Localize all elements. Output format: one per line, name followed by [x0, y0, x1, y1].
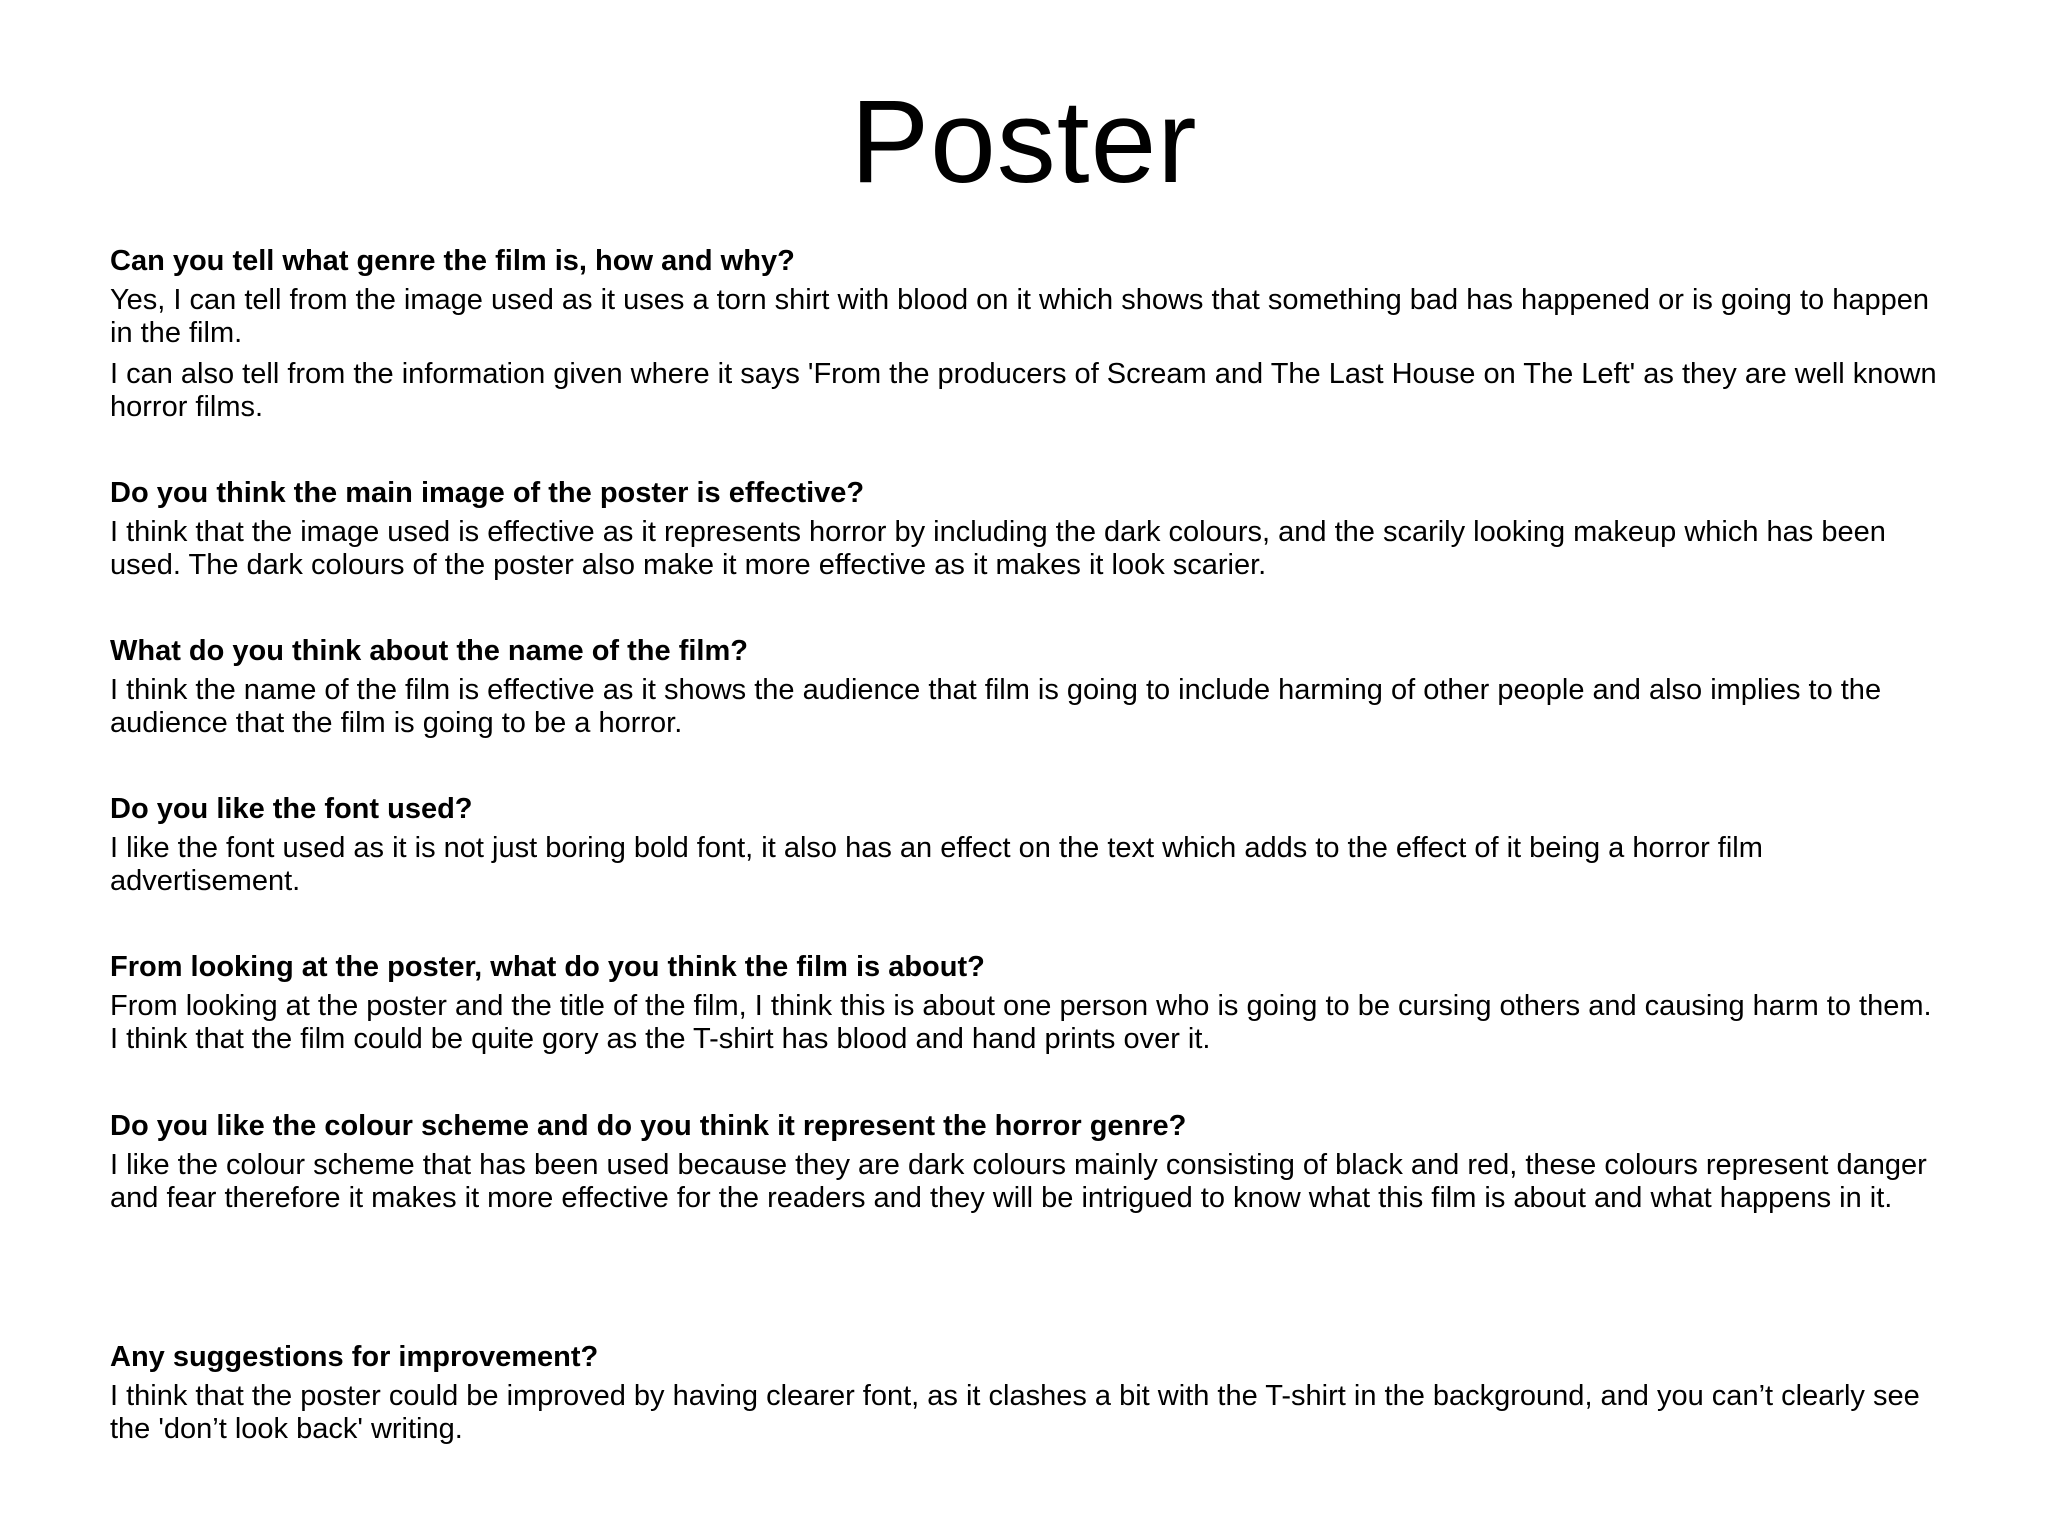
question-heading: Do you like the colour scheme and do you think it represent the horror genre? — [110, 1110, 1187, 1142]
answer-text: From looking at the poster and the title of the film, I think this is about one person who is going to be cursing others and causing harm to them. I think that the film could be quite gory as the T-shirt has blood and hand prints over it. — [110, 990, 1932, 1055]
question-heading: Do you think the main image of the poster is effective? — [110, 477, 865, 509]
qa-section-main-image — [110, 476, 1940, 590]
answer-text: I think that the poster could be improved by having clearer font, as it clashes a bit with the T-shirt in the background, and you can’t clearly see the 'don’t look back' writing. — [110, 1380, 1920, 1445]
slide-title: Poster — [850, 76, 1198, 208]
question-heading: What do you think about the name of the film? — [110, 635, 748, 667]
question-heading: Any suggestions for improvement? — [110, 1341, 599, 1373]
answer-text: I like the colour scheme that has been used because they are dark colours mainly consisting of black and red, these colours represent danger and fear therefore it makes it more effective for the readers and they will be intrigued to know what this film is about and what happens in it. — [110, 1149, 1927, 1214]
qa-section-film-name — [110, 634, 1940, 748]
answer-text: I think the name of the film is effective as it shows the audience that film is going to include harming of other people and also implies to the audience that the film is going to be a horror. — [110, 674, 1882, 739]
answer-text: I think that the image used is effective as it represents horror by including the dark colours, and the scarily looking makeup which has been used. The dark colours of the poster also make it more effective as it makes it look scarier. — [110, 516, 1886, 581]
question-heading: Do you like the font used? — [110, 793, 473, 825]
qa-section-genre — [110, 244, 1940, 432]
answer-text: Yes, I can tell from the image used as it uses a torn shirt with blood on it which shows that something bad has happened or is going to happen in the film. — [110, 284, 1929, 349]
answer-text: I like the font used as it is not just boring bold font, it also has an effect on the text which adds to the effect of it being a horror film advertisement. — [110, 832, 1763, 897]
qa-section-improvement — [110, 1340, 1940, 1454]
qa-section-colour-scheme — [110, 1109, 1940, 1223]
question-heading: From looking at the poster, what do you think the film is about? — [110, 951, 985, 983]
qa-section-font — [110, 792, 1940, 906]
answer-text: I can also tell from the information given where it says 'From the producers of Scream and The Last House on The Left' as they are well known horror films. — [110, 358, 1937, 423]
question-heading: Can you tell what genre the film is, how and why? — [110, 245, 795, 277]
qa-section-film-about — [110, 950, 1940, 1064]
